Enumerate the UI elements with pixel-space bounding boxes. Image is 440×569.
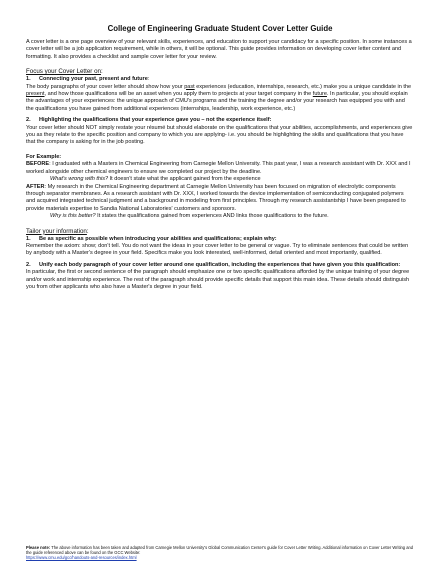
note-text: The above information has been taken and adapted from Carnegie Mellon University's Global Communication Center's guide for Cover Letter Writing. Additional information on Cover Letter Writing and the guide referenced above can be found on the GCC Website: [26,545,414,556]
focus-item-1-body [26,84,414,114]
word-present: present [26,91,45,98]
focus-item-2-body: Your cover letter should NOT simply restate your résumé but should elaborate on the qualifications that your abilities, accomplishments, and experiences give you as they relate to the specific position and company to which you are applying- i.e. you should be highlighting the skills and qualifications that you have that the company is asking for in the job posting. [26,124,413,146]
after-label: AFTER [26,183,45,190]
focus-item-1-text-b: experiences (education, internships, research, etc.) make you a unique candidate in the [194,83,412,90]
tailor-item-2-title: Unify each body paragraph of your cover letter around one qualification, including the experiences that have given you this qualification: [39,261,401,268]
tailor-item-1-title: Be as specific as possible when introducing your abilities and qualifications; explain why: [39,235,277,242]
before-text: : I graduated with a Masters in Chemical Engineering from Carnegie Mellon University. This past year, I was a research assistant with Dr. XXX and I worked alongside other chemical engineers to ensure we completed our project by the deadline. [26,161,411,175]
after-text: : My research in the Chemical Engineering department at Carnegie Mellon University has been focused on migration of electrolytic components through separator membranes. As a research assistant with Dr. XXX, I worked towards the device implementation of semiconducting conjugated polymers and acquired integrated technical judgment and a background in modeling from first principles. Through my research assistantship I have been prepared to provide materials expertise to Sandia National Laboratories' customers and sponsors. [26,183,406,212]
before-label: BEFORE [26,161,50,168]
focus-item-1-number: 1. [26,76,31,83]
better-answer: It states the qualifications gained from experiences AND links those qualifications to the future. [95,213,329,220]
tailor-heading-colon: : [86,227,89,235]
focus-item-2-number: 2. [26,117,31,124]
focus-item-1-heading [26,76,414,83]
intro-paragraph: A cover letter is a one page overview of your relevant skills, experiences, and education to support your candidacy for a specific position. In some instances a cover letter will be a job application requirement, while in others, it will be optional. This guide provides information on developing cover letter content and formatting. It also provides a checklist and sample cover letter for your review. [26,39,412,60]
document-title: College of Engineering Graduate Student Cover Letter Guide [107,24,333,33]
wrong-answer: It doesn't state what the applicant gained from the experience [108,176,261,183]
focus-heading [26,68,414,76]
tailor-item-2-body: In particular, the first or second sentence of the paragraph should emphasize one or two specific qualifications afforded by the unique training of your degree and/or work and internship experience. The rest of the paragraph should provide specific details that support this main idea. These details should distinguish you from other applicants who also have a Master's degree in your field. [26,269,410,290]
tailor-item-1-number: 1. [26,235,31,242]
focus-heading-colon: : [100,68,103,76]
focus-item-1-colon: : [147,76,150,83]
tailor-heading-text: Tailor your information [26,227,87,235]
focus-item-1-title: Connecting your past, present and future [39,76,148,83]
word-past: past [184,83,195,90]
focus-item-1-text-c: , and how those qualifications will be an asset when you apply them to projects at your target company in the [44,91,313,98]
gcc-website-link[interactable]: https://www.cmu.edu/gcc/handouts-and-resources/index.html [26,555,137,561]
tailor-item-1-body: Remember the axiom: show; don't tell. You do not want the ideas in your cover letter to be general or vague. Try to eliminate sentences that could be written by anybody with a Master's degree in your field. Specifics make you look interested, well-informed, detail oriented and most importantly, qualified. [26,242,409,257]
tailor-item-2-heading [26,262,414,269]
example-wrong [26,176,414,183]
focus-item-2-title: Highlighting the qualifications that your experience gave you – not the experience itself: [39,117,272,124]
example-before [26,161,414,176]
tailor-item-1-heading [26,236,414,243]
tailor-item-2-number: 2. [26,261,31,268]
focus-item-1-text-a: The body paragraphs of your cover letter should show how your [26,83,185,90]
better-question: Why is this better? [50,213,96,220]
word-future: future [312,91,327,98]
tailor-heading [26,228,414,236]
example-better [26,213,414,220]
focus-item-2-heading [26,117,414,124]
example-after [26,184,414,214]
wrong-question: What's wrong with this? [50,176,109,183]
footer-note [26,545,414,561]
note-label: Please note: [26,545,51,550]
focus-item-1-text-d: . In particular, you should explain the advantages of your experiences: the unique approach of CMU's programs and the training the degree and/or your research has equipped you with and the qualifications you have gained from additional experiences (internships, leadership, work experience, etc.) [26,91,408,112]
example-heading: For Example: [26,153,62,160]
focus-heading-text: Focus your Cover Letter on [26,68,101,76]
